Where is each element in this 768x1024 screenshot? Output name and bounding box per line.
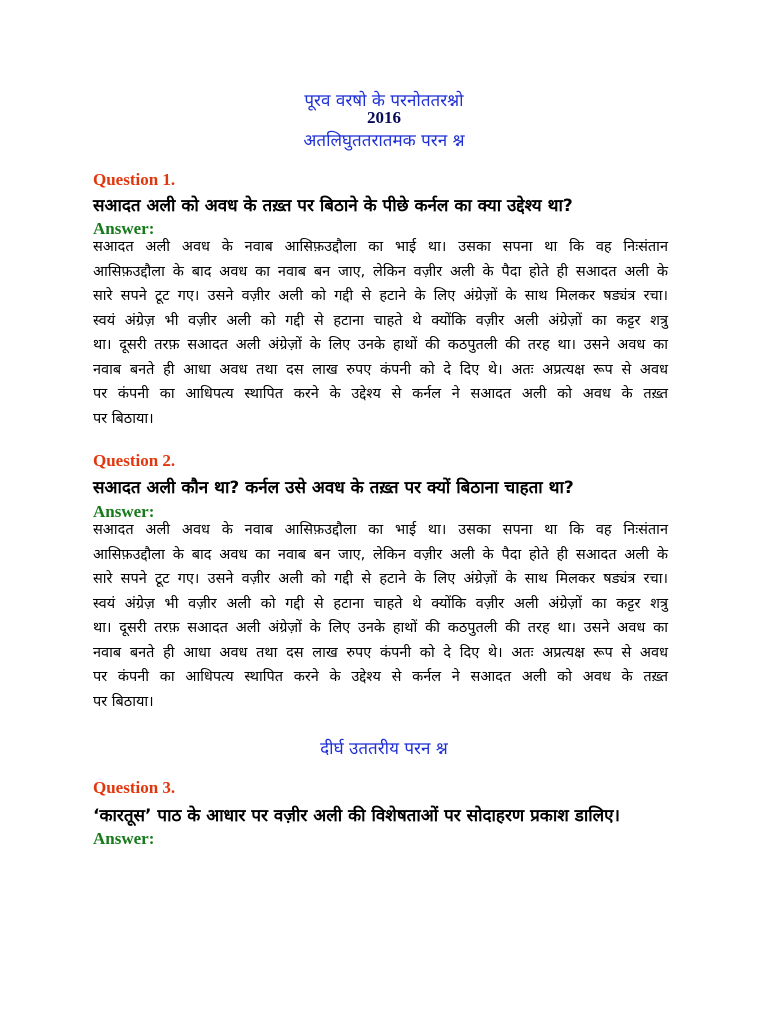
page-title: पूरव वरषो के परनोततरश्नो	[304, 91, 464, 111]
answer-line: पर कंपनी का आधिपत्य स्थापित करने के उद्देश्य से कर्नल ने सआदत अली को अवध के तख़्त	[93, 669, 668, 685]
answer-line: सआदत अली अवध के नवाब आसिफ़उद्दौला का भाई था। उसका सपना था कि वह निःसंतान	[93, 522, 668, 538]
answer-line: था। दूसरी तरफ़ सआदत अली अंग्रेज़ों के लिए उनके हाथों की कठपुतली की तरह था। उसने अवध का	[93, 620, 668, 636]
answer-label: Answer:	[93, 219, 155, 238]
question-label: Question 3.	[93, 778, 176, 797]
answer-line: आसिफ़उद्दौला के बाद अवध का नवाब बन जाए, लेकिन वज़ीर अली के पैदा होते ही सआदत अली के	[93, 263, 668, 280]
question-label: Question 1.	[93, 170, 176, 189]
answer-line: सारे सपने टूट गए। उसने वज़ीर अली को गद्दी से हटाने के लिए अंग्रेज़ों के साथ मिलकर षड्यंत्र रचा।	[93, 288, 668, 304]
question-label: Question 2.	[93, 451, 176, 470]
answer-line: सआदत अली अवध के नवाब आसिफ़उद्दौला का भाई था। उसका सपना था कि वह निःसंतान	[93, 239, 668, 255]
answer-line: पर बिठाया।	[93, 693, 154, 710]
answer-label: Answer:	[93, 829, 155, 848]
answer-paragraph	[93, 518, 668, 714]
section-heading-short-answer: अतलिघुततरातमक परन श्न	[303, 131, 465, 151]
answer-line: सारे सपने टूट गए। उसने वज़ीर अली को गद्दी से हटाने के लिए अंग्रेज़ों के साथ मिलकर षड्यंत्र रचा।	[93, 571, 668, 587]
answer-line: स्वयं अंग्रेज़ भी वज़ीर अली को गद्दी से हटाना चाहते थे क्योंकि वज़ीर अली अंग्रेज़ों का कट्टर शत्रु	[93, 595, 668, 612]
question-text: ‘कारतूस’ पाठ के आधार पर वज़ीर अली की विशेषताओं पर सोदाहरण प्रकाश डालिए।	[93, 806, 620, 826]
answer-line: स्वयं अंग्रेज़ भी वज़ीर अली को गद्दी से हटाना चाहते थे क्योंकि वज़ीर अली अंग्रेज़ों का कट्टर शत्रु	[93, 312, 668, 329]
section-heading-long-answer: दीर्घ उततरीय परन श्न	[320, 739, 448, 759]
answer-line: पर बिठाया।	[93, 410, 154, 427]
question-text: सआदत अली कौन था? कर्नल उसे अवध के तख़्त पर क्यों बिठाना चाहता था?	[93, 478, 574, 498]
answer-paragraph	[93, 235, 668, 431]
question-text: सआदत अली को अवध के तख़्त पर बिठाने के पीछे कर्नल का क्या उद्देश्य था?	[93, 196, 573, 216]
answer-line: नवाब बनते ही आधा अवध तथा दस लाख रुपए कंपनी को दे दिए थे। अतः अप्रत्यक्ष रूप से अवध	[93, 361, 668, 378]
answer-line: नवाब बनते ही आधा अवध तथा दस लाख रुपए कंपनी को दे दिए थे। अतः अप्रत्यक्ष रूप से अवध	[93, 644, 668, 661]
answer-label: Answer:	[93, 502, 155, 521]
answer-line: पर कंपनी का आधिपत्य स्थापित करने के उद्देश्य से कर्नल ने सआदत अली को अवध के तख़्त	[93, 386, 668, 402]
answer-line: आसिफ़उद्दौला के बाद अवध का नवाब बन जाए, लेकिन वज़ीर अली के पैदा होते ही सआदत अली के	[93, 546, 668, 563]
answer-line: था। दूसरी तरफ़ सआदत अली अंग्रेज़ों के लिए उनके हाथों की कठपुतली की तरह था। उसने अवध का	[93, 337, 668, 353]
year-label: 2016	[367, 108, 401, 127]
